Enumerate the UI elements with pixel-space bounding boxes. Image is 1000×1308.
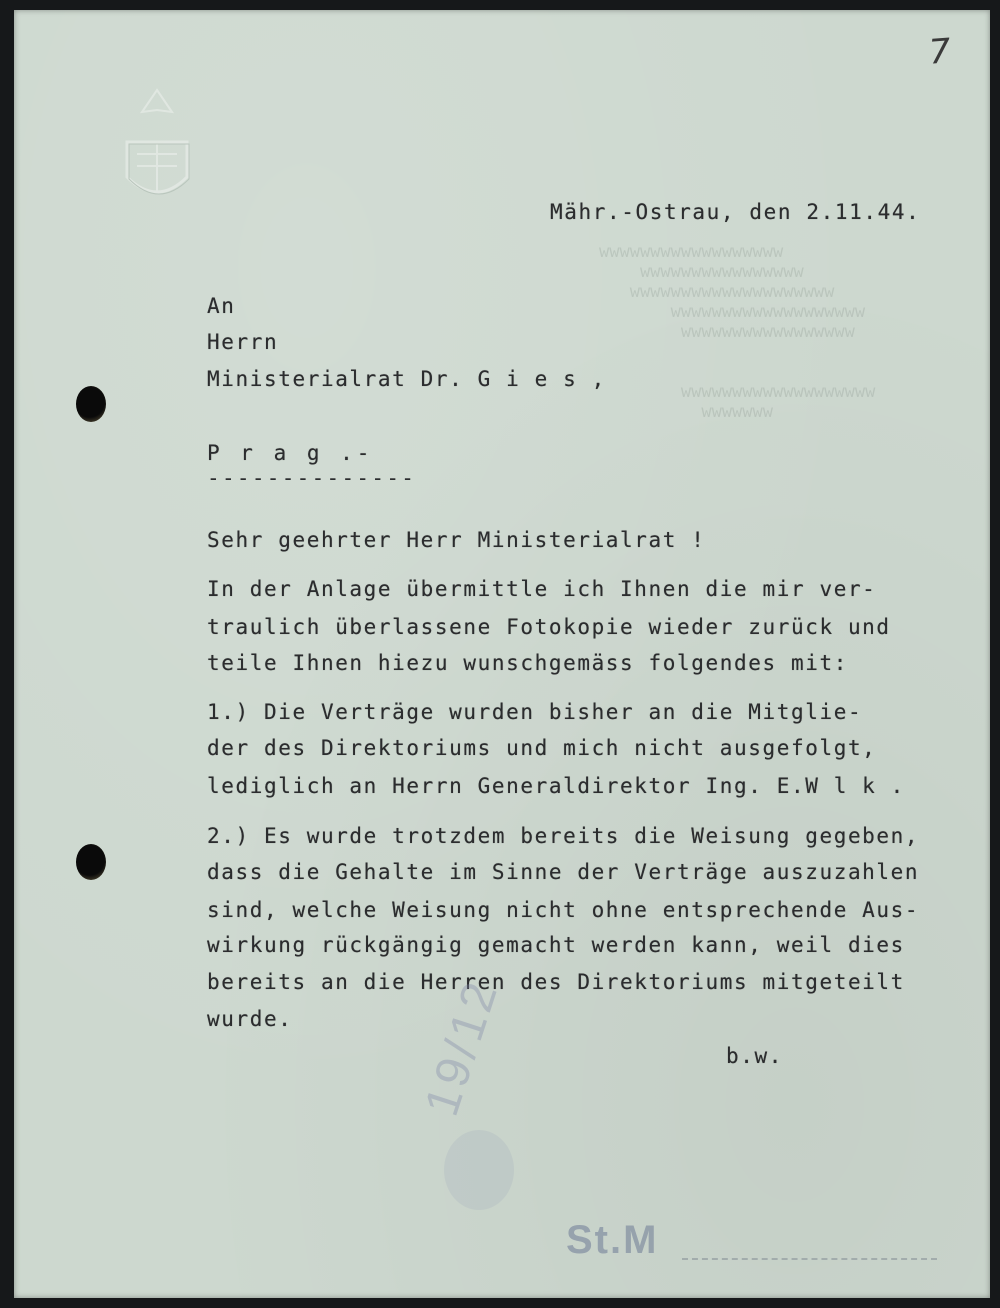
point2-line-1: 2.) Es wurde trotzdem bereits die Weisung gegeben, (207, 824, 920, 848)
date-line: Mähr.-Ostrau, den 2.11.44. (550, 200, 921, 224)
address-line-herrn: Herrn (207, 330, 279, 354)
document-page (14, 10, 990, 1298)
punch-hole-bottom (76, 844, 106, 880)
faded-ink-stamp: 19/12 (415, 972, 509, 1123)
punch-hole-top (76, 386, 106, 422)
address-line-an: An (207, 294, 236, 318)
point2-line-4: wirkung rückgängig gemacht werden kann, weil dies (207, 933, 905, 957)
page-number: 7 (927, 31, 953, 73)
intro-line-1: In der Anlage übermittle ich Ihnen die mir ver- (207, 577, 877, 601)
faded-stamp-blot (444, 1130, 514, 1210)
point1-line-2: der des Direktoriums und mich nicht ausgefolgt, (207, 736, 877, 760)
point2-line-6: wurde. (207, 1007, 293, 1031)
intro-line-3: teile Ihnen hiezu wunschgemäss folgendes mit: (207, 651, 848, 675)
bleed-through-texture: wwwwwwwwwwwwwwwwww wwwwwwwwwwwwwwww wwwwwwwwwwwwwwwwwwww wwwwwwwwwwwwwwwwwww wwwwwwwwwwwwwwwww wwwwwwwwwwwwwwwwwww wwwwwww (599, 242, 876, 422)
address-line-recipient: Ministerialrat Dr. G i e s , (207, 367, 606, 391)
city-underline: -------------- (207, 466, 417, 490)
stamp-signature-line (682, 1258, 937, 1260)
city-line: P r a g .- (207, 441, 374, 465)
stamp-st-m: St.M (566, 1218, 659, 1262)
point1-line-3: lediglich an Herrn Generaldirektor Ing. E.W l k . (207, 774, 905, 798)
point1-line-1: 1.) Die Verträge wurden bisher an die Mitglie- (207, 700, 863, 724)
point2-line-3: sind, welche Weisung nicht ohne entsprechende Aus- (207, 898, 920, 922)
continuation-mark: b.w. (726, 1044, 783, 1068)
salutation: Sehr geehrter Herr Ministerialrat ! (207, 528, 706, 552)
point2-line-5: bereits an die Herren des Direktoriums mitgeteilt (207, 970, 905, 994)
embossed-seal-icon (112, 82, 202, 212)
point2-line-2: dass die Gehalte im Sinne der Verträge auszuzahlen (207, 860, 920, 884)
intro-line-2: traulich überlassene Fotokopie wieder zurück und (207, 615, 891, 639)
